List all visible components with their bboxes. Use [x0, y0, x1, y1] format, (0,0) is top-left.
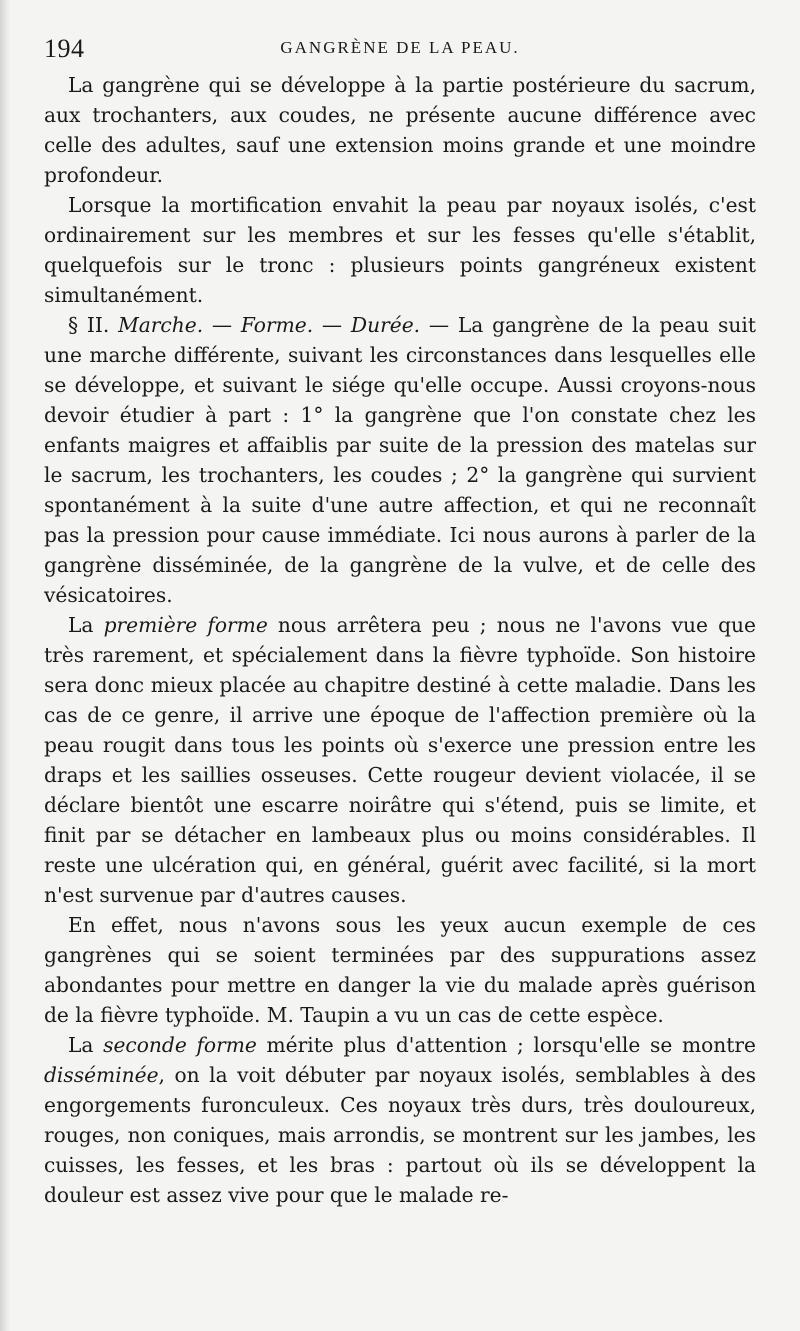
page-number: 194: [44, 34, 85, 63]
paragraph-seconde-forme: [44, 1030, 756, 1210]
section-heading-forme: Forme.: [240, 313, 314, 337]
paragraph-4-text: nous arrêtera peu ; nous ne l'avons vue que très rarement, et spécialement dans la fièvre typhoïde. Son histoire sera donc mieux placée au chapitre destiné à cette maladie. Dans les cas de ce genre, il arrive une époque de l'affection première où la peau rougit dans tous les points où s'exerce une pression entre les draps et les saillies osseuses. Cette rougeur devient violacée, il se déclare bientôt une escarre noirâtre qui s'étend, puis se limite, et finit par se détacher en lambeaux plus ou moins considérables. Il reste une ulcération qui, en général, guérit avec facilité, si la mort n'est survenue par d'autres causes.: [44, 613, 757, 907]
paragraph-6-lead: La: [68, 1033, 104, 1057]
section-paragraph: [44, 310, 756, 610]
running-head: [44, 34, 756, 70]
page-title: GANGRÈNE DE LA PEAU.: [280, 38, 520, 57]
paragraph-5: [44, 910, 756, 1030]
heading-dash-1: —: [203, 313, 241, 337]
term-premiere-forme: première forme: [103, 613, 268, 637]
paragraph-6-text-a: mérite plus d'attention ; lorsqu'elle se montre: [256, 1033, 756, 1057]
paragraph-1-text: La gangrène qui se développe à la partie postérieure du sacrum, aux trochanters, aux coudes, ne présente aucune différence avec celle des adultes, sauf une extension moins grande et une moindre profondeur.: [44, 73, 756, 187]
section-heading-marche: Marche.: [118, 313, 204, 337]
paragraph-premiere-forme: [44, 610, 756, 910]
paragraph-6-text: , on la voit débuter par noyaux isolés, semblables à des engorgements furonculeux. Ces noyaux très durs, très douloureux, rouges, non coniques, mais arrondis, se montrent sur les jambes, les cuisses, les fesses, et les bras : partout où ils se développent la douleur est assez vive pour que le malade re-: [44, 1063, 756, 1207]
section-paragraph-text: La gangrène de la peau suit une marche différente, suivant les circonstances dans lesquelles elle se développe, et suivant le siége qu'elle occupe. Aussi croyons-nous devoir étudier à part : 1° la gangrène que l'on constate chez les enfants maigres et affaiblis par suite de la pression des matelas sur le sacrum, les trochanters, les coudes ; 2° la gangrène qui survient spontanément à la suite d'une autre affection, et qui ne reconnaît pas la pression pour cause immédiate. Ici nous aurons à parler de la gangrène disséminée, de la gangrène de la vulve, et de celle des vésicatoires.: [44, 313, 756, 607]
heading-dash-2: —: [313, 313, 351, 337]
paragraph-2-text: Lorsque la mortification envahit la peau par noyaux isolés, c'est ordinairement sur les membres et sur les fesses qu'elle s'établit, quelquefois sur le tronc : plusieurs points gangréneux existent simultanément.: [44, 193, 756, 307]
paragraph-4-lead: La: [68, 613, 104, 637]
paragraph-5-text: En effet, nous n'avons sous les yeux aucun exemple de ces gangrènes qui se soient terminées par des suppurations assez abondantes pour mettre en danger la vie du malade après guérison de la fièvre typhoïde. M. Taupin a vu un cas de cette espèce.: [44, 913, 756, 1027]
heading-dash-3: —: [420, 313, 458, 337]
body-text: [44, 70, 756, 1210]
paragraph-1: [44, 70, 756, 190]
paragraph-2: [44, 190, 756, 310]
section-heading-duree: Durée.: [350, 313, 421, 337]
term-disseminee: disséminée: [44, 1063, 159, 1087]
term-seconde-forme: seconde forme: [103, 1033, 257, 1057]
section-number: § II.: [68, 313, 110, 337]
